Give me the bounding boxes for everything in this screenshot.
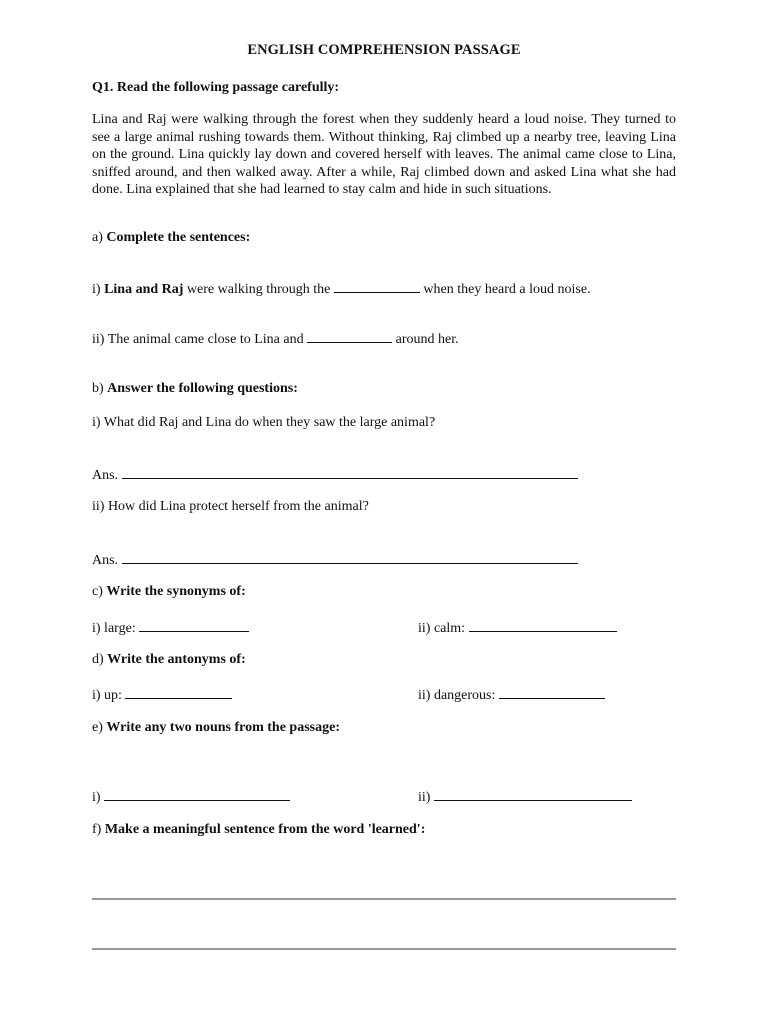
- section-e-prefix: e): [92, 720, 103, 735]
- sentence-a-ii-text-before: ii) The animal came close to Lina and: [92, 332, 304, 347]
- question-b-ii: ii) How did Lina protect herself from the animal?: [92, 499, 369, 514]
- antonym-i-blank[interactable]: [125, 686, 232, 699]
- section-d-prefix: d): [92, 652, 104, 667]
- section-f-title: Make a meaningful sentence from the word 'learned':: [104, 822, 426, 837]
- noun-i: [92, 788, 290, 807]
- antonym-ii: [418, 686, 605, 705]
- blank-a-i[interactable]: [334, 280, 420, 293]
- noun-i-number: i): [92, 790, 101, 805]
- section-c-prefix: c): [92, 584, 103, 599]
- section-e-heading: [92, 720, 340, 737]
- antonym-i-word: i) up:: [92, 688, 122, 703]
- sentence-writing-line-2[interactable]: [92, 948, 676, 950]
- sentence-a-ii-text-after: around her.: [395, 332, 459, 347]
- question-b-i: i) What did Raj and Lina do when they saw the large animal?: [92, 415, 436, 430]
- sentence-a-i-text-before: were walking through the: [186, 282, 331, 297]
- section-a-prefix: a): [92, 230, 103, 245]
- section-f-prefix: f): [92, 822, 102, 837]
- noun-ii-blank[interactable]: [434, 788, 632, 801]
- antonym-i: [92, 686, 232, 705]
- page-title: ENGLISH COMPREHENSION PASSAGE: [247, 42, 521, 58]
- antonym-ii-blank[interactable]: [499, 686, 605, 699]
- synonym-ii: [418, 619, 617, 638]
- section-a-heading: [92, 230, 250, 247]
- answer-b-ii: [92, 551, 578, 570]
- synonym-i-blank[interactable]: [139, 619, 249, 632]
- section-b-prefix: b): [92, 381, 104, 396]
- section-b-title: Answer the following questions:: [107, 381, 298, 396]
- section-f-heading: [92, 822, 425, 839]
- antonym-ii-word: ii) dangerous:: [418, 688, 496, 703]
- noun-ii-number: ii): [418, 790, 431, 805]
- answer-b-ii-line[interactable]: [122, 551, 578, 564]
- sentence-a-ii: [92, 330, 459, 349]
- section-d-title: Write the antonyms of:: [107, 652, 246, 667]
- section-e-title: Write any two nouns from the passage:: [106, 720, 340, 735]
- comprehension-passage: Lina and Raj were walking through the forest when they suddenly heard a loud noise. They turned to see a large animal rushing towards them. Without thinking, Raj climbed up a nearby tree, leaving Lina on the ground. Lina quickly lay down and covered herself with leaves. The animal came close to Lina, sniffed around, and then walked away. After a while, Raj climbed down and asked Lina what she had done. Lina explained that she had learned to stay calm and hide in such situations.: [92, 112, 676, 197]
- answer-b-i: [92, 466, 578, 485]
- synonym-ii-word: ii) calm:: [418, 621, 466, 636]
- sentence-a-i: [92, 280, 591, 299]
- section-a-title: Complete the sentences:: [106, 230, 251, 245]
- sentence-writing-line-1[interactable]: [92, 898, 676, 900]
- section-c-title: Write the synonyms of:: [106, 584, 246, 599]
- section-d-heading: [92, 652, 246, 669]
- answer-b-i-line[interactable]: [122, 466, 578, 479]
- synonym-i: [92, 619, 249, 638]
- sentence-a-i-number: i): [92, 282, 101, 297]
- answer-b-ii-label: Ans.: [92, 553, 119, 568]
- blank-a-ii[interactable]: [307, 330, 392, 343]
- section-c-heading: [92, 584, 246, 601]
- synonym-i-word: i) large:: [92, 621, 136, 636]
- answer-b-i-label: Ans.: [92, 468, 119, 483]
- noun-i-blank[interactable]: [104, 788, 290, 801]
- noun-ii: [418, 788, 632, 807]
- sentence-a-i-text-after: when they heard a loud noise.: [423, 282, 591, 297]
- synonym-ii-blank[interactable]: [469, 619, 617, 632]
- q1-heading: Q1. Read the following passage carefully:: [92, 80, 340, 95]
- section-b-heading: [92, 381, 298, 398]
- sentence-a-i-subject: Lina and Raj: [104, 282, 184, 297]
